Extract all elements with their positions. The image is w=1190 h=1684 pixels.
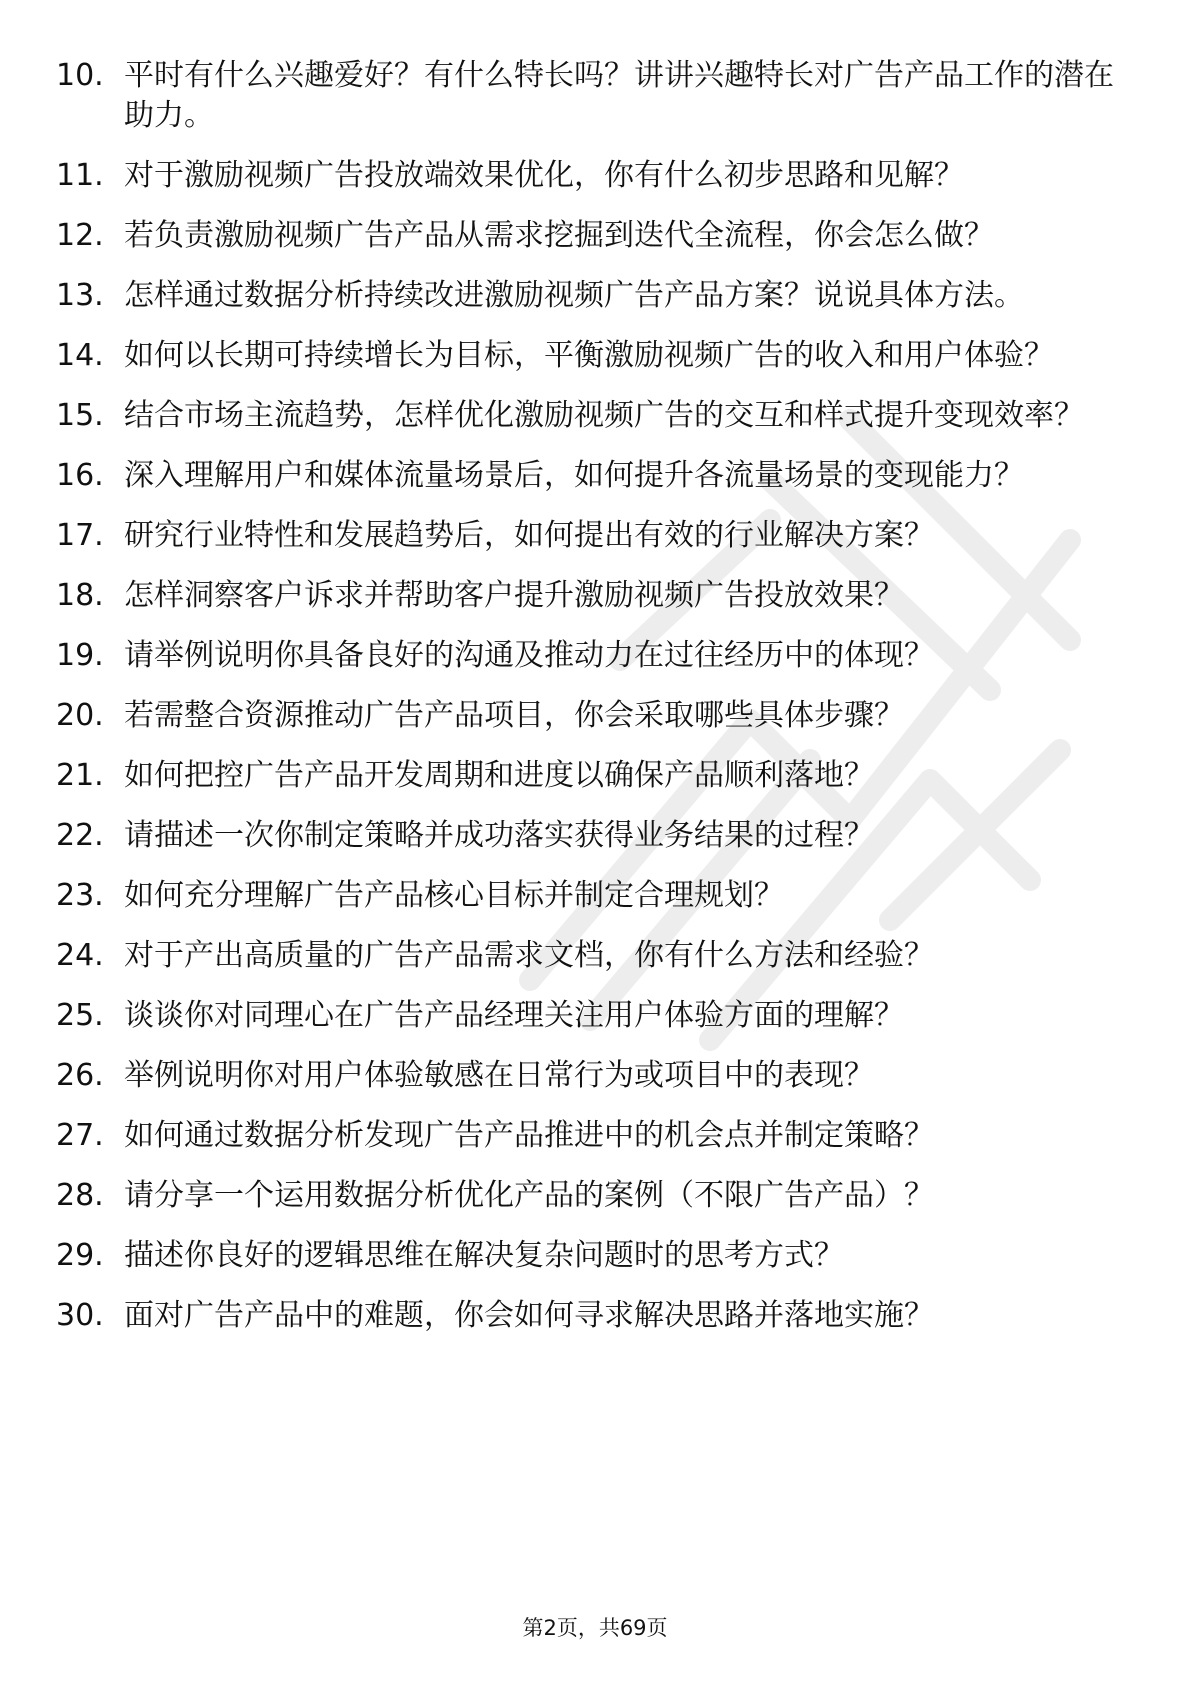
question-number: 15. <box>56 398 104 433</box>
question-item <box>56 1236 1136 1276</box>
page-footer: 第2页，共69页 <box>522 1616 668 1640</box>
question-item <box>56 56 1136 136</box>
question-text: 如何充分理解广告产品核心目标并制定合理规划？ <box>124 878 784 913</box>
question-item <box>56 576 1136 616</box>
question-number: 13. <box>56 278 104 313</box>
question-text: 如何以长期可持续增长为目标，平衡激励视频广告的收入和用户体验？ <box>124 338 1054 373</box>
question-text: 请举例说明你具备良好的沟通及推动力在过往经历中的体现？ <box>124 638 934 673</box>
question-number: 16. <box>56 458 104 493</box>
question-number: 28. <box>56 1178 104 1213</box>
question-number: 10. <box>56 58 104 93</box>
question-text: 若需整合资源推动广告产品项目，你会采取哪些具体步骤？ <box>124 698 904 733</box>
question-text: 面对广告产品中的难题，你会如何寻求解决思路并落地实施？ <box>124 1298 934 1333</box>
question-item <box>56 996 1136 1036</box>
question-number: 20. <box>56 698 104 733</box>
question-text: 怎样通过数据分析持续改进激励视频广告产品方案？说说具体方法。 <box>124 278 1024 313</box>
question-text: 举例说明你对用户体验敏感在日常行为或项目中的表现？ <box>124 1058 874 1093</box>
question-text: 如何把控广告产品开发周期和进度以确保产品顺利落地？ <box>124 758 874 793</box>
question-item <box>56 816 1136 856</box>
question-item <box>56 696 1136 736</box>
question-item <box>56 396 1136 436</box>
question-item <box>56 456 1136 496</box>
question-item <box>56 1116 1136 1156</box>
question-text: 对于激励视频广告投放端效果优化，你有什么初步思路和见解？ <box>124 158 964 193</box>
question-text: 结合市场主流趋势，怎样优化激励视频广告的交互和样式提升变现效率？ <box>124 398 1084 433</box>
question-item <box>56 1296 1136 1336</box>
question-number: 21. <box>56 758 104 793</box>
question-number: 26. <box>56 1058 104 1093</box>
question-text: 平时有什么兴趣爱好？有什么特长吗？讲讲兴趣特长对广告产品工作的潜在助力。 <box>124 58 1114 133</box>
question-item <box>56 216 1136 256</box>
question-item <box>56 1176 1136 1216</box>
question-number: 18. <box>56 578 104 613</box>
question-text: 如何通过数据分析发现广告产品推进中的机会点并制定策略？ <box>124 1118 934 1153</box>
question-item <box>56 936 1136 976</box>
question-item <box>56 636 1136 676</box>
question-number: 30. <box>56 1298 104 1333</box>
question-number: 14. <box>56 338 104 373</box>
question-item <box>56 336 1136 376</box>
question-item <box>56 156 1136 196</box>
question-item <box>56 876 1136 916</box>
question-number: 17. <box>56 518 104 553</box>
question-text: 对于产出高质量的广告产品需求文档，你有什么方法和经验？ <box>124 938 934 973</box>
question-number: 25. <box>56 998 104 1033</box>
question-number: 23. <box>56 878 104 913</box>
question-item <box>56 1056 1136 1096</box>
question-number: 29. <box>56 1238 104 1273</box>
question-text: 若负责激励视频广告产品从需求挖掘到迭代全流程，你会怎么做？ <box>124 218 994 253</box>
question-number: 12. <box>56 218 104 253</box>
question-number: 19. <box>56 638 104 673</box>
question-number: 22. <box>56 818 104 853</box>
question-text: 谈谈你对同理心在广告产品经理关注用户体验方面的理解？ <box>124 998 904 1033</box>
question-text: 请描述一次你制定策略并成功落实获得业务结果的过程？ <box>124 818 874 853</box>
question-text: 研究行业特性和发展趋势后，如何提出有效的行业解决方案？ <box>124 518 934 553</box>
question-text: 怎样洞察客户诉求并帮助客户提升激励视频广告投放效果？ <box>124 578 904 613</box>
question-text: 描述你良好的逻辑思维在解决复杂问题时的思考方式？ <box>124 1238 844 1273</box>
question-number: 11. <box>56 158 104 193</box>
question-number: 27. <box>56 1118 104 1153</box>
question-text: 深入理解用户和媒体流量场景后，如何提升各流量场景的变现能力？ <box>124 458 1024 493</box>
question-item <box>56 516 1136 556</box>
question-text: 请分享一个运用数据分析优化产品的案例（不限广告产品）？ <box>124 1178 934 1213</box>
question-item <box>56 276 1136 316</box>
question-item <box>56 756 1136 796</box>
question-number: 24. <box>56 938 104 973</box>
question-list <box>56 56 1136 1356</box>
